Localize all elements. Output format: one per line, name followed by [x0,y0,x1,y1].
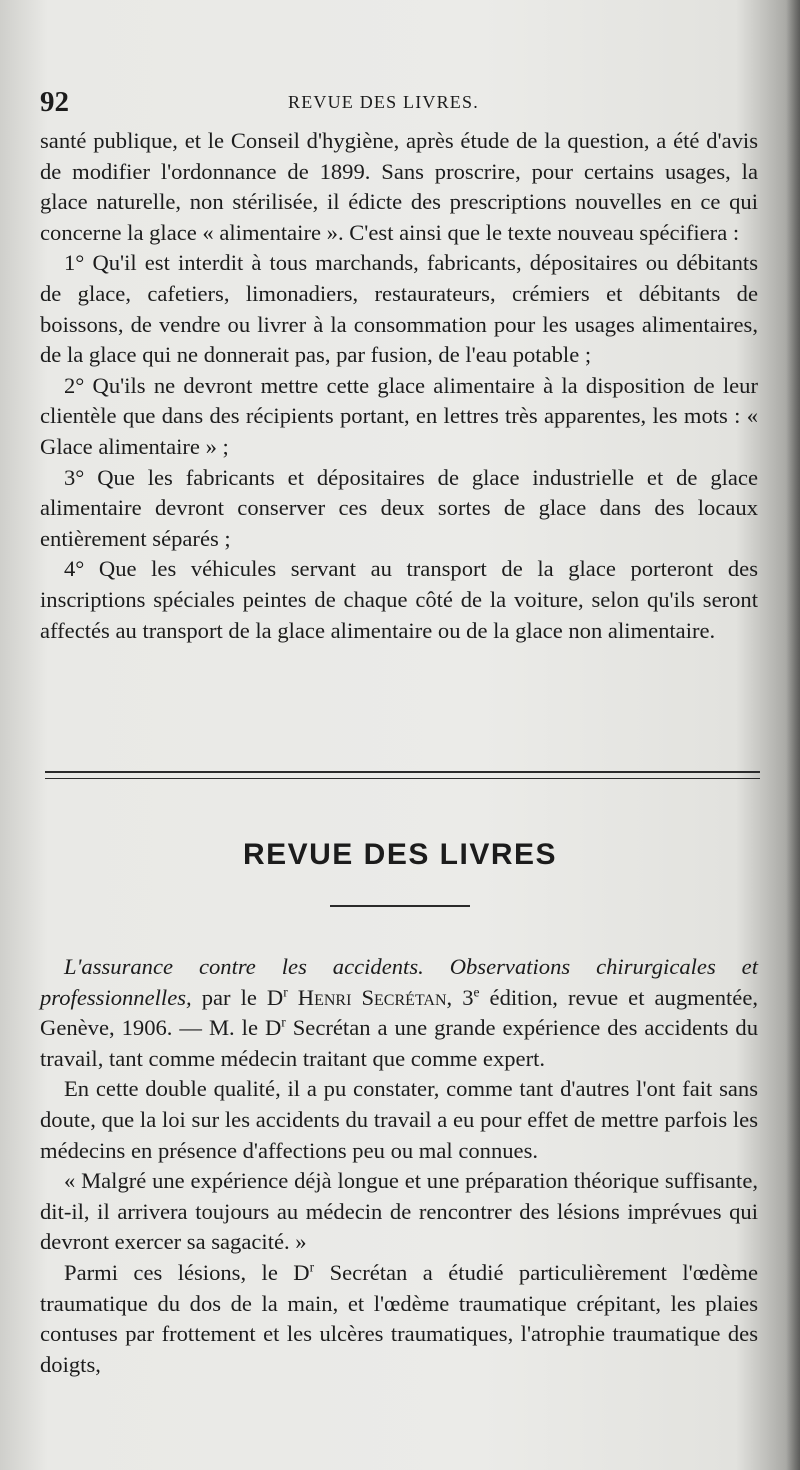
page-number: 92 [40,86,69,118]
list-item-1: 1° Qu'il est interdit à tous marchands, fabricants, dépositaires ou débitants de glace, cafetiers, limonadiers, restaurateurs, crémiers et débitants de boissons, de vendre ou livrer à la consommation pour les usages alimentaires, de la glace qui ne donnerait pas, par fusion, de l'eau potable ; [40,250,758,368]
list-item-2: 2° Qu'ils ne devront mettre cette glace alimentaire à la disposition de leur clientèle que dans des récipients portant, en lettres très apparentes, les mots : « Glace alimentaire » ; [40,372,758,459]
review-text [40,952,758,1380]
title-underline [330,905,470,907]
review-paragraph-4: Parmi ces lésions, le $D^r$ Secrétan a étudié particulièrement l'œdème traumatique du dos de la main, et l'œdème traumatique crépitant, les plaies contuses par frottement et les ulcères traumatiques, l'atrophie traumatique des doigts, [40,1259,758,1377]
intro-text [40,126,758,646]
intro-paragraph: santé publique, et le Conseil d'hygiène, après étude de la question, a été d'avis de modifier l'ordonnance de 1899. Sans proscrire, pour certains usages, la glace naturelle, non stérilisée, il édicte des prescriptions nouvelles en ce qui concerne la glace « alimentaire ». C'est ainsi que le texte nouveau spécifiera : [40,128,758,245]
review-paragraph-1: L'assurance contre les accidents. Observations chirurgicales et professionnelles, par le $D^r$ Henri Secrétan, 3e édition, revue et augmentée, Genève, 1906. — M. le $D^r$ Secrétan a une grande expérience des accidents du travail, tant comme médecin traitant que comme expert. [40,954,759,1071]
section-title: REVUE DES LIVRES [242,838,558,871]
review-paragraph-3: « Malgré une expérience déjà longue et une préparation théorique suffisante, dit-il, il arrivera toujours au médecin de rencontrer des lésions imprévues qui devront exercer sa sagacité. » [40,1168,758,1255]
section-divider-thin [45,778,760,779]
book-title: L'assurance contre les accidents. Observations chirurgicales et professionnelles, [40,954,758,1010]
list-item-4: 4° Que les véhicules servant au transport de la glace porteront des inscriptions spéciales peintes de chaque côté de la voiture, selon qu'ils seront affectés au transport de la glace alimentaire ou de la glace non alimentaire. [40,556,758,643]
list-item-3: 3° Que les fabricants et dépositaires de glace industrielle et de glace alimentaire devront conserver ces deux sortes de glace dans des locaux entièrement séparés ; [40,464,758,551]
review-paragraph-2: En cette double qualité, il a pu constater, comme tant d'autres l'ont fait sans doute, que la loi sur les accidents du travail a eu pour effet de mettre parfois les médecins en présence d'affections peu ou mal connues. [40,1076,758,1163]
author-name: Henri Secrétan [297,984,447,1010]
page-header [40,80,760,120]
running-title: REVUE DES LIVRES. [288,92,479,112]
page-edge-shadow [786,0,800,1470]
section-divider-thick [45,771,760,773]
